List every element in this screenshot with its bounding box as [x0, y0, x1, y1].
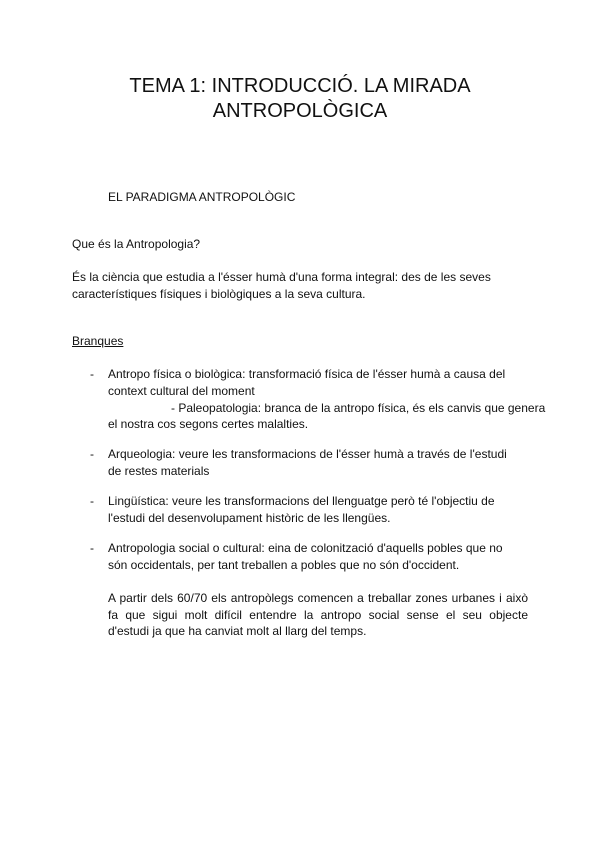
branch-1-line-2: context cultural del moment — [108, 384, 255, 398]
definition-line-2: característiques físiques i biològiques a la seva cultura. — [72, 287, 366, 301]
branch-4-paragraph-line-3: d'estudi ja que ha canviat molt al llarg del temps. — [108, 624, 367, 638]
bullet-dash: - — [90, 494, 94, 508]
branch-4-paragraph-line-1: A partir dels 60/70 els antropòlegs comencen a treballar zones urbanes i això — [108, 591, 528, 605]
branch-2-line-2: de restes materials — [108, 464, 210, 478]
title-line-2: ANTROPOLÒGICA — [212, 100, 388, 122]
branch-4-line-1: Antropologia social o cultural: eina de colonització d'aquells pobles que no — [108, 541, 503, 555]
page-title — [60, 74, 540, 124]
definition-line-1: És la ciència que estudia a l'ésser humà d'una forma integral: des de les seves — [72, 270, 491, 284]
branch-1-sub-line-2: el nostra cos segons certes malalties. — [108, 417, 309, 431]
bullet-dash: - — [90, 367, 94, 381]
title-line-1: TEMA 1: INTRODUCCIÓ. LA MIRADA — [129, 75, 471, 97]
branch-4-paragraph-line-2: fa que sigui molt difícil entendre la antropo social sense el seu objecte — [108, 608, 528, 622]
section-heading: EL PARADIGMA ANTROPOLÒGIC — [108, 190, 296, 204]
branches-heading: Branques — [72, 334, 124, 348]
branch-3-line-1: Lingüística: veure les transformacions del llenguatge però té l'objectiu de — [108, 494, 495, 508]
branch-3-line-2: l'estudi del desenvolupament històric de les llengües. — [108, 511, 391, 525]
bullet-dash: - — [90, 541, 94, 555]
question-text: Que és la Antropologia? — [72, 237, 201, 251]
branch-2-line-1: Arqueologia: veure les transformacions de l'ésser humà a través de l'estudi — [108, 447, 507, 461]
branch-1-sub-line-1: - Paleopatologia: branca de la antropo física, és els canvis que genera — [171, 401, 546, 415]
branch-1-line-1: Antropo física o biològica: transformació física de l'ésser humà a causa del — [108, 367, 506, 381]
bullet-dash: - — [90, 447, 94, 461]
branch-4-line-2: són occidentals, per tant treballen a pobles que no són d'occident. — [108, 558, 460, 572]
